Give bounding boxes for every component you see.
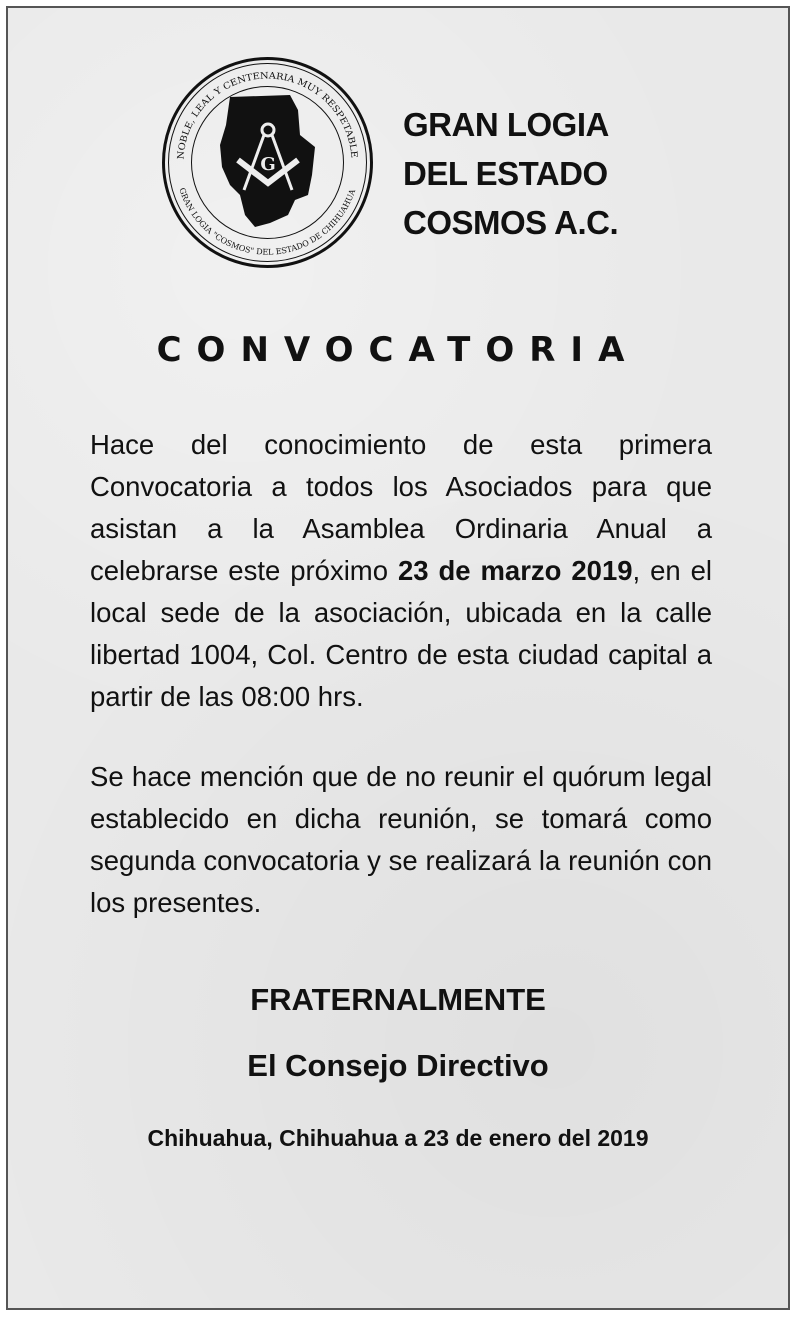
org-line-3: COSMOS A.C. xyxy=(403,204,619,241)
paragraph-convocation xyxy=(90,424,712,718)
lodge-seal-logo xyxy=(160,55,375,270)
assembly-date: 23 de marzo 2019 xyxy=(397,555,633,586)
paragraph-quorum: Se hace mención que de no reunir el quórum legal establecido en dicha reunión, se tomará como segunda convocatoria y se realizará la reunión con los presentes. xyxy=(90,761,712,918)
salutation: FRATERNALMENTE xyxy=(250,982,546,1017)
seal-top-text: NOBLE, LEAL Y CENTENARIA MUY RESPETABLE xyxy=(176,71,359,160)
org-line-1: GRAN LOGIA xyxy=(403,106,609,143)
seal-bottom-text: GRAN LOGIA "COSMOS" DEL ESTADO DE CHIHUAHUA xyxy=(177,186,358,257)
signatory: El Consejo Directivo xyxy=(247,1048,549,1083)
p1-text-end: , en el local sede de la asociación, ubicada en la calle libertad 1004, Col. Centro de esta ciudad capital a partir de las 08:00 hrs. xyxy=(90,555,713,712)
seal-center-letter: G xyxy=(260,154,276,175)
p1-text-start: Hace del conocimiento de esta primera Convocatoria a todos los Asociados para que asistan a la Asamblea Ordinaria Anual a celebrarse este próximo xyxy=(90,429,712,586)
organization-name xyxy=(403,100,618,247)
place-and-date: Chihuahua, Chihuahua a 23 de enero del 2019 xyxy=(147,1125,649,1151)
org-line-2: DEL ESTADO xyxy=(403,155,608,192)
notice-frame xyxy=(6,6,790,1310)
notice-title: CONVOCATORIA xyxy=(156,330,640,370)
